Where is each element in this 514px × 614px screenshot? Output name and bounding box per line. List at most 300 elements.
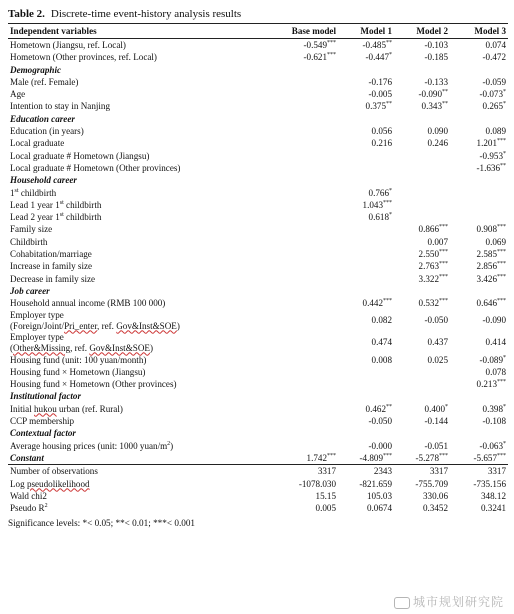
label-text: Local graduate # Hometown (Other provinces)	[10, 162, 181, 173]
value-cell	[338, 223, 394, 235]
stat-row	[8, 490, 508, 502]
coefficient: -0.090	[418, 89, 442, 100]
value-cell	[450, 76, 508, 88]
row-label	[8, 39, 268, 52]
value-cell	[394, 415, 450, 427]
value-cell	[338, 187, 394, 199]
table-row	[8, 125, 508, 137]
value-cell	[338, 150, 394, 162]
value-cell	[394, 39, 450, 52]
coefficient: 330.06	[422, 490, 448, 501]
coefficient: 0.005	[315, 503, 336, 514]
value-cell	[450, 223, 508, 235]
coefficient: 2.856	[476, 261, 497, 272]
label-text: childbirth	[18, 187, 57, 198]
label-text: Increase in family size	[10, 261, 93, 272]
section-row	[8, 390, 508, 402]
watermark-text: 城市规划研究院	[412, 595, 504, 609]
wechat-icon	[394, 597, 410, 609]
coefficient: -0.063	[479, 440, 503, 451]
coefficient: -735.156	[473, 478, 506, 489]
coefficient: 0.056	[371, 126, 392, 137]
row-label	[8, 88, 268, 100]
value-cell	[450, 354, 508, 366]
row-label	[8, 187, 268, 199]
coefficient: 0.908	[476, 224, 497, 235]
header-row	[8, 24, 508, 39]
coefficient: 3.322	[418, 273, 439, 284]
coefficient: 3317	[429, 466, 448, 477]
coefficient: 15.15	[315, 490, 336, 501]
table-row	[8, 211, 508, 223]
value-cell	[394, 403, 450, 415]
coefficient: 0.618	[368, 212, 389, 223]
row-label	[8, 162, 268, 174]
value-cell	[394, 332, 450, 354]
label-text: Pseudo R	[10, 503, 45, 514]
constant-row	[8, 452, 508, 465]
value-cell	[338, 39, 394, 52]
value-cell	[338, 478, 394, 490]
value-cell	[394, 162, 450, 174]
value-cell	[268, 76, 338, 88]
coefficient: -755.709	[415, 478, 448, 489]
row-label	[8, 223, 268, 235]
significance-stars: ***	[383, 452, 392, 459]
row-label	[8, 199, 268, 211]
value-cell	[450, 150, 508, 162]
value-cell	[268, 415, 338, 427]
coefficient: 0.442	[362, 298, 383, 309]
coefficient: 3317	[487, 466, 506, 477]
table-row	[8, 378, 508, 390]
table-row	[8, 199, 508, 211]
row-label	[8, 100, 268, 112]
section-row	[8, 285, 508, 297]
value-cell	[338, 354, 394, 366]
value-cell	[338, 378, 394, 390]
value-cell	[268, 310, 338, 332]
value-cell	[450, 137, 508, 149]
value-cell	[268, 366, 338, 378]
value-cell	[268, 273, 338, 285]
label-text: Cohabitation/marriage	[10, 249, 92, 260]
coefficient: 0.265	[482, 101, 503, 112]
label-superscript: 2	[167, 440, 171, 447]
table-row	[8, 403, 508, 415]
value-cell	[450, 332, 508, 354]
stat-row	[8, 502, 508, 514]
value-cell	[268, 478, 338, 490]
value-cell	[450, 260, 508, 272]
significance-stars: ***	[439, 249, 448, 256]
value-cell	[394, 502, 450, 514]
table-body	[8, 39, 508, 515]
coefficient: 3317	[317, 466, 336, 477]
label-ordinal: 1	[10, 187, 15, 198]
coefficient: 0.213	[476, 379, 497, 390]
value-cell	[338, 403, 394, 415]
coefficient: 0.025	[427, 354, 448, 365]
label-ordinal-suffix: st	[59, 199, 64, 206]
row-label	[8, 378, 268, 390]
value-cell	[268, 440, 338, 452]
row-label	[8, 478, 268, 490]
value-cell	[394, 150, 450, 162]
label-text: Hometown (Other provinces, ref. Local)	[10, 52, 157, 63]
value-cell	[394, 354, 450, 366]
significance-stars: ***	[439, 298, 448, 305]
value-cell	[450, 248, 508, 260]
coefficient: -0.953	[479, 150, 503, 161]
coefficient: 0.343	[421, 101, 442, 112]
value-cell	[338, 260, 394, 272]
significance-stars: **	[442, 89, 448, 96]
coefficient: 0.078	[485, 366, 506, 377]
coefficient: 2.550	[418, 249, 439, 260]
label-text: childbirth	[63, 212, 102, 223]
significance-stars: *	[445, 403, 448, 410]
significance-stars: **	[386, 40, 392, 46]
section-label: Job career	[10, 285, 50, 296]
value-cell	[268, 452, 338, 465]
value-cell	[450, 162, 508, 174]
value-cell	[268, 236, 338, 248]
label-text: Housing fund × Hometown (Other provinces)	[10, 379, 177, 390]
value-cell	[450, 51, 508, 63]
coefficient: 0.3452	[422, 503, 448, 514]
coefficient: 0.008	[371, 354, 392, 365]
table-row	[8, 248, 508, 260]
row-label	[8, 502, 268, 514]
coefficient: 0.414	[485, 337, 506, 348]
label-text: Childbirth	[10, 236, 48, 247]
value-cell	[338, 100, 394, 112]
row-label	[8, 310, 268, 332]
value-cell	[268, 297, 338, 309]
coefficient: 2.763	[418, 261, 439, 272]
label-text: Age	[10, 89, 26, 100]
significance-stars: ***	[497, 138, 506, 145]
table-row	[8, 51, 508, 63]
value-cell	[268, 125, 338, 137]
significance-stars: ***	[497, 249, 506, 256]
label-text: Male (ref. Female)	[10, 76, 79, 87]
coefficient: -0.447	[365, 52, 389, 63]
row-label	[8, 211, 268, 223]
label-ordinal-suffix: st	[14, 187, 19, 194]
value-cell	[394, 490, 450, 502]
value-cell	[338, 88, 394, 100]
value-cell	[450, 465, 508, 478]
section-row	[8, 427, 508, 439]
value-cell	[394, 366, 450, 378]
table-row	[8, 260, 508, 272]
row-label	[8, 354, 268, 366]
coefficient: 0.089	[485, 126, 506, 137]
value-cell	[268, 39, 338, 52]
value-cell	[338, 248, 394, 260]
value-cell	[450, 273, 508, 285]
results-table	[8, 23, 508, 514]
value-cell	[268, 378, 338, 390]
value-cell	[268, 137, 338, 149]
label-text: childbirth	[63, 199, 102, 210]
value-cell	[268, 403, 338, 415]
row-label	[8, 248, 268, 260]
label-text: Log pseudolikelihood	[10, 478, 90, 489]
value-cell	[268, 465, 338, 478]
value-cell	[338, 502, 394, 514]
section-row	[8, 174, 508, 186]
value-cell	[394, 100, 450, 112]
significance-stars: ***	[497, 273, 506, 280]
label-text: Housing fund × Hometown (Jiangsu)	[10, 366, 146, 377]
significance-stars: ***	[383, 199, 392, 206]
significance-stars: ***	[497, 261, 506, 268]
value-cell	[450, 415, 508, 427]
value-cell	[394, 452, 450, 465]
coefficient: 0.3241	[480, 503, 506, 514]
table-caption	[8, 5, 508, 23]
value-cell	[268, 490, 338, 502]
coefficient: 0.398	[482, 403, 503, 414]
coefficient: -0.050	[368, 416, 392, 427]
coefficient: -0.090	[482, 315, 506, 326]
coefficient: 0.216	[371, 138, 392, 149]
significance-stars: ***	[327, 452, 336, 459]
coefficient: -0.089	[479, 354, 503, 365]
value-cell	[268, 332, 338, 354]
table-row	[8, 187, 508, 199]
value-cell	[338, 199, 394, 211]
label-line-1: Employer type	[10, 331, 64, 342]
label-text: CCP membership	[10, 416, 75, 427]
value-cell	[268, 211, 338, 223]
row-label	[8, 137, 268, 149]
label-text: Local graduate	[10, 138, 65, 149]
value-cell	[338, 51, 394, 63]
coefficient: -0.073	[479, 89, 503, 100]
label-line-2: (Other&Missing, ref. Gov&Inst&SOE)	[10, 342, 153, 353]
value-cell	[450, 199, 508, 211]
coefficient: 0.375	[365, 101, 386, 112]
label-text: Local graduate # Hometown (Jiangsu)	[10, 150, 150, 161]
table-row	[8, 354, 508, 366]
significance-stars: *	[503, 403, 506, 410]
value-cell	[338, 273, 394, 285]
coefficient: 0.437	[427, 337, 448, 348]
value-cell	[268, 187, 338, 199]
coefficient: 2.585	[476, 249, 497, 260]
coefficient: -0.549	[303, 40, 327, 50]
section-row	[8, 113, 508, 125]
coefficient: -0.133	[424, 76, 448, 87]
label-text: Hometown (Jiangsu, ref. Local)	[10, 40, 126, 50]
value-cell	[338, 440, 394, 452]
coefficient: -0.485	[362, 40, 386, 50]
coefficient: -0.050	[424, 315, 448, 326]
value-cell	[450, 88, 508, 100]
value-cell	[268, 223, 338, 235]
significance-stars: ***	[497, 452, 506, 459]
significance-stars: ***	[497, 224, 506, 231]
label-line-1: Employer type	[10, 309, 64, 320]
section-label: Institutional factor	[10, 391, 82, 402]
value-cell	[394, 440, 450, 452]
value-cell	[338, 76, 394, 88]
value-cell	[268, 502, 338, 514]
table-row	[8, 100, 508, 112]
value-cell	[450, 187, 508, 199]
significance-stars: *	[389, 187, 392, 194]
row-label	[8, 273, 268, 285]
label-text: Family size	[10, 224, 53, 235]
significance-stars: ***	[497, 379, 506, 386]
coefficient: 1.201	[476, 138, 497, 149]
value-cell	[394, 273, 450, 285]
value-cell	[394, 199, 450, 211]
table-row	[8, 236, 508, 248]
label-text: Housing fund (unit: 100 yuan/month)	[10, 354, 147, 365]
label-text: Constant	[10, 452, 44, 463]
significance-stars: *	[389, 212, 392, 219]
value-cell	[450, 440, 508, 452]
significance-stars: *	[503, 89, 506, 96]
value-cell	[450, 366, 508, 378]
label-ordinal: 1	[55, 199, 60, 210]
row-label	[8, 452, 268, 465]
value-cell	[394, 223, 450, 235]
value-cell	[450, 211, 508, 223]
coefficient: 0.082	[371, 315, 392, 326]
table-row	[8, 297, 508, 309]
header-model-2: Model 2	[394, 24, 450, 39]
value-cell	[268, 150, 338, 162]
label-text: Decrease in family size	[10, 273, 96, 284]
significance-stars: ***	[383, 298, 392, 305]
coefficient: 1.043	[362, 199, 383, 210]
coefficient: -5.278	[415, 452, 439, 463]
section-label: Education career	[10, 113, 75, 124]
table-row	[8, 137, 508, 149]
significance-stars: ***	[497, 298, 506, 305]
header-base-model: Base model	[268, 24, 338, 39]
value-cell	[450, 490, 508, 502]
table-row	[8, 76, 508, 88]
coefficient: -821.659	[359, 478, 392, 489]
table-row	[8, 162, 508, 174]
value-cell	[394, 51, 450, 63]
coefficient: -1078.030	[298, 478, 336, 489]
coefficient: -0.621	[303, 52, 327, 63]
significance-stars: ***	[439, 452, 448, 459]
row-label	[8, 415, 268, 427]
value-cell	[338, 332, 394, 354]
value-cell	[268, 354, 338, 366]
row-label	[8, 260, 268, 272]
coefficient: -0.103	[424, 40, 448, 50]
coefficient: -0.051	[424, 440, 448, 451]
coefficient: 0.766	[368, 187, 389, 198]
label-prefix: Lead 2 year	[10, 212, 56, 223]
row-label	[8, 403, 268, 415]
value-cell	[394, 465, 450, 478]
value-cell	[394, 310, 450, 332]
label-superscript: 2	[44, 503, 48, 510]
table-row	[8, 332, 508, 354]
label-text: Education (in years)	[10, 126, 84, 137]
value-cell	[450, 39, 508, 52]
coefficient: -5.657	[473, 452, 497, 463]
table-row	[8, 366, 508, 378]
value-cell	[394, 236, 450, 248]
label-ordinal: 1	[55, 212, 60, 223]
value-cell	[394, 378, 450, 390]
label-text: Wald chi2	[10, 490, 47, 501]
value-cell	[450, 310, 508, 332]
value-cell	[394, 76, 450, 88]
value-cell	[394, 211, 450, 223]
coefficient: -0.108	[482, 416, 506, 427]
coefficient: 0.474	[371, 337, 392, 348]
label-prefix: Lead 1 year	[10, 199, 56, 210]
row-label	[8, 51, 268, 63]
value-cell	[268, 100, 338, 112]
value-cell	[450, 452, 508, 465]
coefficient: 1.742	[306, 452, 327, 463]
value-cell	[450, 236, 508, 248]
coefficient: 0.462	[365, 403, 386, 414]
label-text: Average housing prices (unit: 1000 yuan/m	[10, 440, 168, 451]
significance-stars: *	[503, 354, 506, 361]
significance-stars: **	[386, 403, 392, 410]
row-label	[8, 465, 268, 478]
coefficient: 0.007	[427, 236, 448, 247]
document	[8, 5, 508, 528]
coefficient: -0.005	[368, 89, 392, 100]
coefficient: -0.059	[482, 76, 506, 87]
significance-stars: ***	[439, 273, 448, 280]
header-model-3: Model 3	[450, 24, 508, 39]
value-cell	[450, 378, 508, 390]
significance-stars: ***	[439, 261, 448, 268]
table-row	[8, 88, 508, 100]
label-text: Household annual income (RMB 100 000)	[10, 298, 166, 309]
coefficient: 0.646	[476, 298, 497, 309]
significance-stars: ***	[327, 40, 336, 46]
value-cell	[394, 478, 450, 490]
stat-row	[8, 478, 508, 490]
table-row	[8, 150, 508, 162]
coefficient: 0.532	[418, 298, 439, 309]
caption-title: Discrete-time event-history analysis results	[50, 8, 242, 20]
significance-stars: *	[503, 440, 506, 447]
significance-stars: *	[503, 150, 506, 157]
coefficient: 0.074	[485, 40, 506, 50]
value-cell	[394, 248, 450, 260]
coefficient: -0.000	[368, 440, 392, 451]
table-row	[8, 273, 508, 285]
row-label	[8, 440, 268, 452]
label-text: Intention to stay in Nanjing	[10, 101, 111, 112]
value-cell	[268, 88, 338, 100]
value-cell	[450, 502, 508, 514]
value-cell	[338, 236, 394, 248]
value-cell	[338, 162, 394, 174]
value-cell	[268, 248, 338, 260]
value-cell	[338, 490, 394, 502]
